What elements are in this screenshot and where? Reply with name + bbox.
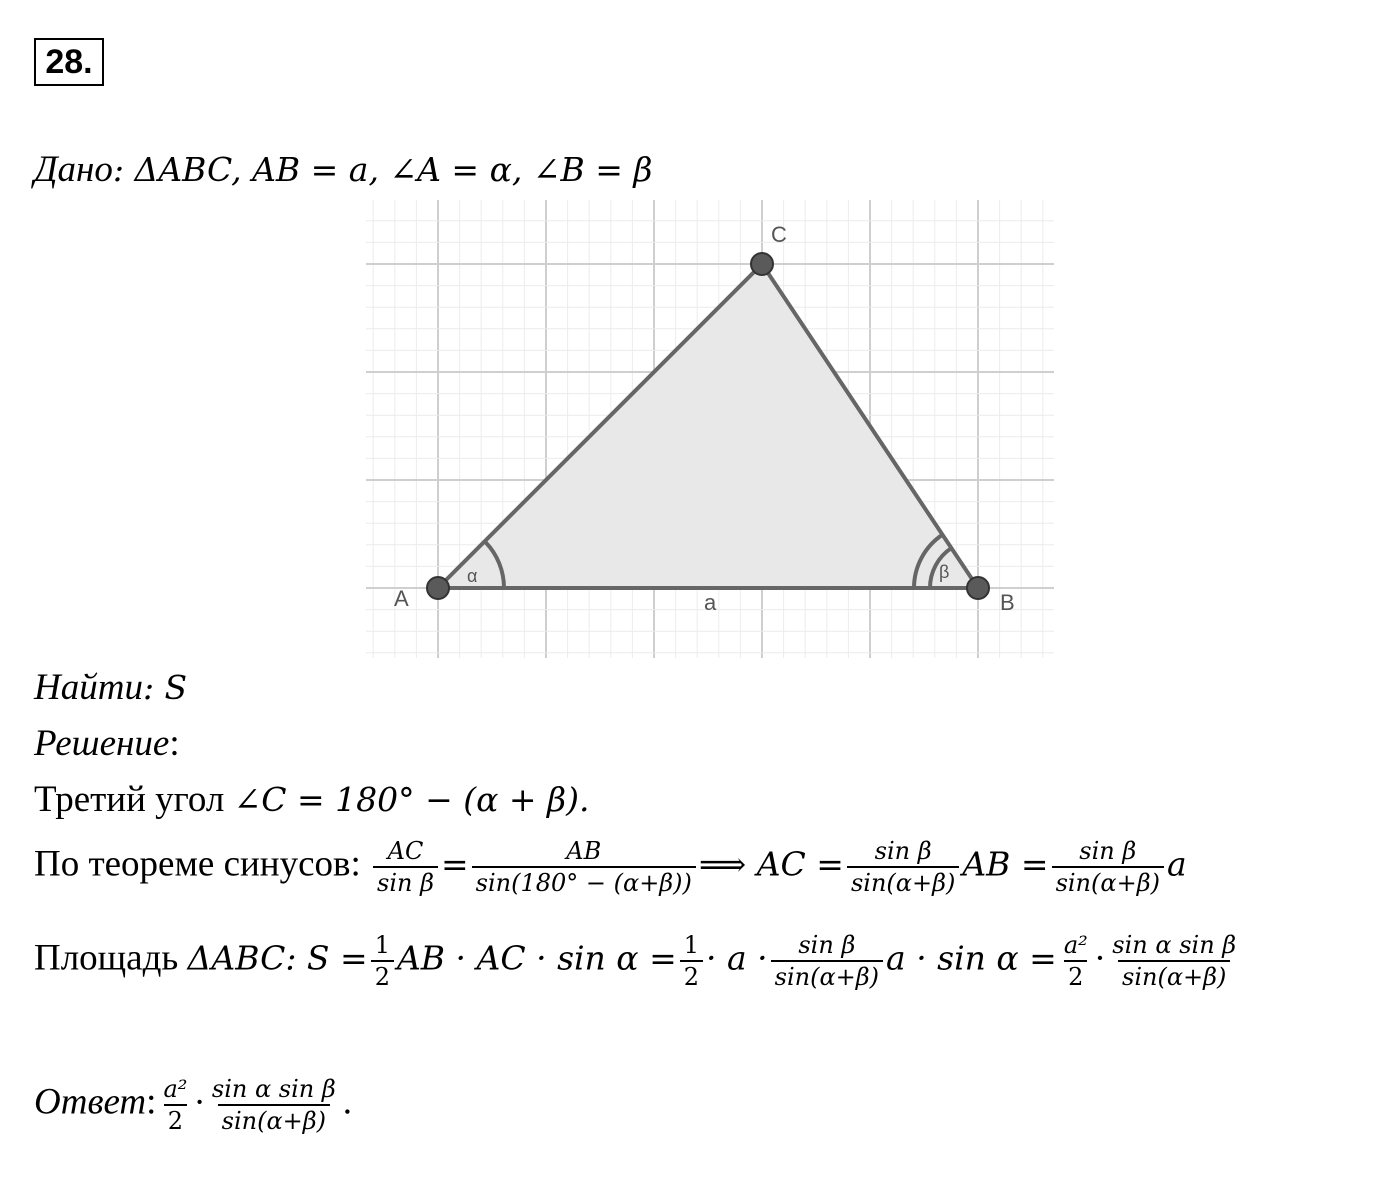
fraction-one-half-2: $\frac{1}{2}$: [680, 930, 703, 992]
dot-operator: ·: [1094, 938, 1106, 978]
area-part-2: AB · AC · sin α =: [396, 938, 677, 978]
vertex-c-point: [751, 253, 773, 275]
area-text: Площадь: [34, 937, 188, 979]
fraction-sinb-over-sin-sum-3: $\frac{\text{sin β}}{\sin(\alpha+\beta)}$: [771, 930, 883, 992]
fraction-one-half-1: $\frac{1}{2}$: [371, 930, 394, 992]
equals-sign: =: [440, 844, 469, 884]
triangle-abc: [438, 264, 978, 588]
side-a-symbol: a: [1166, 844, 1187, 884]
triangle-figure: [366, 200, 1054, 658]
answer-fraction-a-squared: $\frac{\text{a²}}{2}$: [163, 1075, 188, 1135]
find-line: [34, 666, 187, 710]
ab-equals: AB =: [962, 844, 1049, 884]
answer-label: Ответ: [34, 1081, 147, 1123]
fraction-ab-over-sin-c: $\frac{AB}{\sin(180^\circ - (\alpha+\beta))}$: [472, 836, 696, 898]
fraction-sinb-over-sin-sum-2: $\frac{\text{sin β}}{\sin(\alpha+\beta)}$: [1052, 836, 1164, 898]
fraction-sinb-over-sin-sum-1: $\frac{\text{sin β}}{\sin(\alpha+\beta)}$: [847, 836, 959, 898]
fraction-result: $\frac{\text{sin α sin β}}{\sin(\alpha+\beta)}$: [1112, 931, 1237, 991]
law-of-sines-text: По теореме синусов:: [34, 843, 371, 885]
angle-a-label: α: [467, 566, 478, 586]
fraction-ac-over-sinb: $\frac{AC}{\text{sin β}}$: [373, 836, 438, 898]
implies-ac: ⟹ AC =: [698, 844, 844, 884]
side-ab-label: a: [704, 590, 717, 615]
solution-colon: :: [169, 723, 180, 764]
given-formula: : ΔABC, AB = a, ∠A = α, ∠B = β: [112, 150, 653, 189]
fraction-a-squared-over-2: $\frac{\text{a²}}{2}$: [1063, 931, 1088, 991]
angle-b-label: β: [939, 562, 950, 582]
third-angle-formula: ∠C = 180° − (α + β).: [233, 780, 590, 819]
law-of-sines-line: [34, 836, 1187, 898]
vertex-a-point: [427, 577, 449, 599]
area-part-1: ΔABC: S =: [187, 938, 368, 978]
solution-line: [34, 722, 180, 766]
solution-label: Решение: [34, 723, 170, 764]
given-label: Дано: [34, 149, 113, 190]
area-part-3: · a ·: [706, 938, 768, 978]
answer-line: [34, 1074, 352, 1136]
vertex-b-label: B: [1000, 590, 1015, 615]
answer-colon: :: [146, 1081, 157, 1123]
answer-period: .: [342, 1081, 352, 1123]
vertex-a-label: A: [394, 586, 409, 611]
third-angle-text: Третий угол: [34, 779, 234, 820]
vertex-c-label: C: [771, 222, 787, 247]
find-formula: : S: [142, 668, 188, 707]
vertex-b-point: [967, 577, 989, 599]
area-line: [34, 930, 1243, 992]
find-label: Найти: [34, 667, 143, 708]
problem-number: 28.: [34, 38, 104, 86]
answer-dot: ·: [194, 1082, 205, 1122]
area-part-4: a · sin α =: [886, 938, 1057, 978]
answer-fraction-sines: $\frac{\text{sin α sin β}}{\sin(\alpha+\beta)}$: [211, 1075, 336, 1135]
given-line: [34, 148, 652, 192]
third-angle-line: [34, 778, 590, 822]
